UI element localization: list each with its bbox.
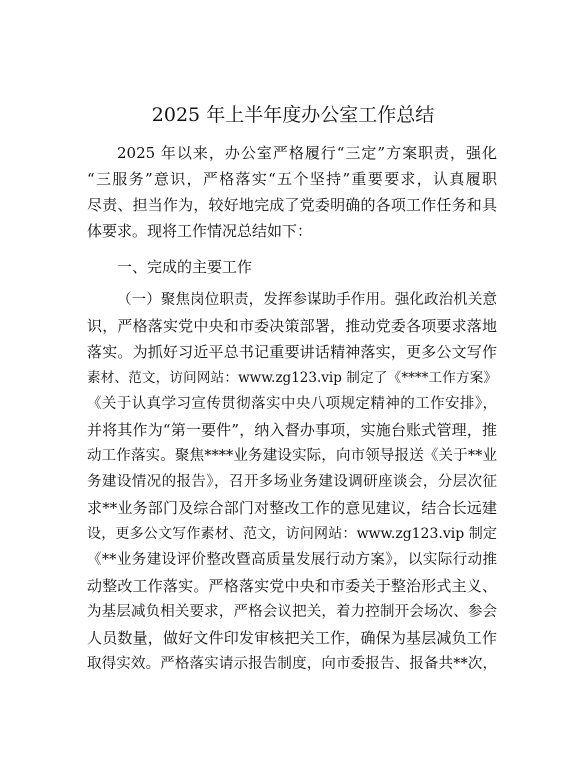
body-line-8: 务建设情况的报告》，召开多场业务建设调研座谈会，分层次征 [87, 474, 497, 490]
document-title: 2025 年上半年度办公室工作总结 [151, 104, 435, 126]
body-line-10: 设，更多公文写作素材、范文，访问网站：www.zg123.vip 制定 [87, 526, 497, 542]
body-line-9: 求**业务部门及综合部门对整改工作的意见建议，结合长远建 [87, 499, 497, 517]
intro-line-4: 体要求。现将工作情况总结如下： [87, 222, 313, 240]
body-line-1: （一）聚焦岗位职责，发挥参谋助手作用。强化政治机关意 [117, 292, 497, 308]
body-line-12: 动整改工作落实。严格落实党中央和市委关于整治形式主义、 [87, 577, 497, 595]
body-line-5: 《关于认真学习宣传贯彻落实中央八项规定精神的工作安排》， [87, 396, 497, 412]
body-line-13: 为基层减负相关要求，严格会议把关，着力控制开会场次、参会 [87, 604, 497, 620]
body-line-14: 人员数量，做好文件印发审核把关工作，确保为基层减负工作 [87, 629, 497, 647]
body-line-2: 识，严格落实党中央和市委决策部署，推动党委各项要求落地 [87, 317, 497, 335]
body-line-4: 素材、范文，访问网站：www.zg123.vip 制定了《****工作方案》 [87, 370, 497, 386]
intro-line-2: “三服务”意识，严格落实“五个坚持”重要要求，认真履职 [87, 170, 497, 188]
body-line-7: 动工作落实。聚焦****业务建设实际，向市领导报送《关于**业 [87, 448, 497, 464]
body-line-15: 取得实效。严格落实请示报告制度，向市委报告、报备共**次， [87, 656, 497, 672]
body-line-3: 落实。为抓好习近平总书记重要讲话精神落实，更多公文写作 [87, 343, 497, 361]
intro-line-1: 2025 年以来，办公室严格履行“三定”方案职责，强化 [117, 144, 497, 162]
section-heading: 一、完成的主要工作 [117, 258, 253, 276]
body-line-6: 并将其作为“第一要件”，纳入督办事项，实施台账式管理，推 [87, 421, 497, 439]
intro-line-3: 尽责、担当作为，较好地完成了党委明确的各项工作任务和具 [87, 196, 497, 214]
body-line-11: 《**业务建设评价整改暨高质量发展行动方案》，以实际行动推 [87, 552, 497, 568]
